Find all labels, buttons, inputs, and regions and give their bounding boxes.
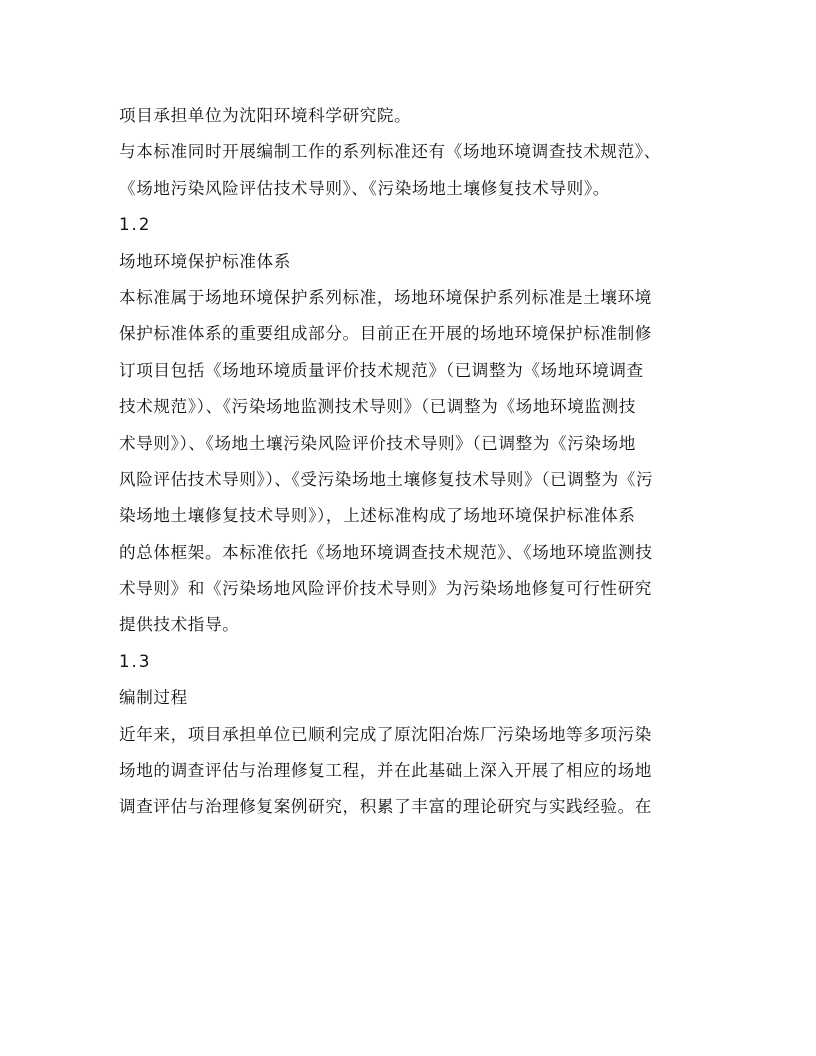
body-text-line: 与本标准同时开展编制工作的系列标准还有《场地环境调查技术规范》、 xyxy=(119,142,661,162)
body-text-line: 场地的调查评估与治理修复工程，并在此基础上深入开展了相应的场地 xyxy=(119,761,653,781)
body-text-line: 本标准属于场地环境保护系列标准，场地环境保护系列标准是土壤环境 xyxy=(119,287,653,307)
section-number: 1.2 xyxy=(119,215,152,235)
body-text-line: 订项目包括《场地环境质量评价技术规范》（已调整为《场地环境调查 xyxy=(119,360,644,380)
body-text-line: 术导则》）、《场地土壤污染风险评价技术导则》（已调整为《污染场地 xyxy=(119,433,636,453)
body-text-line: 术导则》和《污染场地风险评价技术导则》为污染场地修复可行性研究 xyxy=(119,579,653,599)
body-text-line: 的总体框架。本标准依托《场地环境调查技术规范》、《场地环境监测技 xyxy=(119,542,653,562)
section-heading: 场地环境保护标准体系 xyxy=(119,251,291,271)
body-text-line: 风险评估技术导则》）、《受污染场地土壤修复技术导则》（已调整为《污 xyxy=(119,469,654,489)
document-body xyxy=(119,98,704,826)
body-text-line: 染场地土壤修复技术导则》），上述标准构成了场地环境保护标准体系 xyxy=(119,506,636,526)
body-text-line: 调查评估与治理修复案例研究，积累了丰富的理论研究与实践经验。在 xyxy=(119,797,653,817)
body-text-line: 技术规范》）、《污染场地监测技术导则》（已调整为《场地环境监测技 xyxy=(119,397,636,417)
body-text-line: 提供技术指导。 xyxy=(119,615,240,635)
body-text-line: 项目承担单位为沈阳环境科学研究院。 xyxy=(119,106,412,125)
body-text-line: 保护标准体系的重要组成部分。目前正在开展的场地环境保护标准制修 xyxy=(119,324,653,344)
section-heading: 编制过程 xyxy=(119,688,188,708)
section-number: 1.3 xyxy=(119,651,152,671)
body-text-line: 《场地污染风险评估技术导则》、《污染场地土壤修复技术导则》。 xyxy=(119,178,610,198)
body-text-line: 近年来，项目承担单位已顺利完成了原沈阳冶炼厂污染场地等多项污染 xyxy=(119,724,653,744)
